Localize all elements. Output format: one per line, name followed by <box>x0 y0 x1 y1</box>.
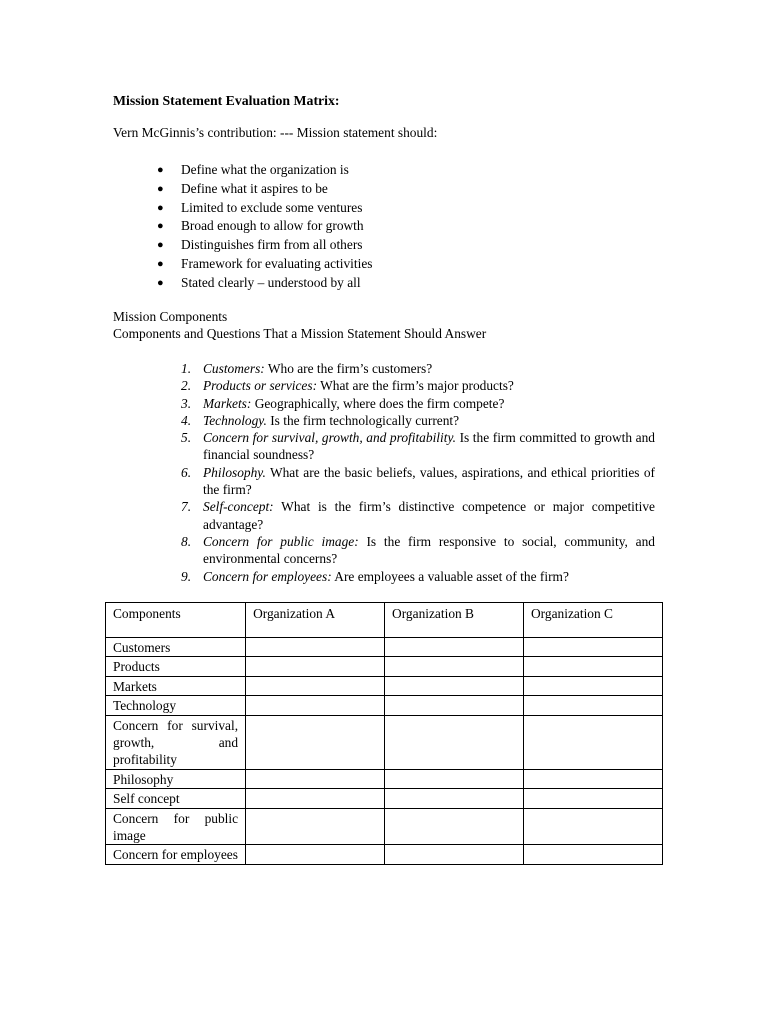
table-cell[interactable] <box>385 657 524 676</box>
table-cell[interactable] <box>524 808 663 845</box>
table-row <box>106 769 663 788</box>
table-cell[interactable] <box>246 715 385 769</box>
table-cell[interactable] <box>246 696 385 715</box>
bullet-icon: ● <box>157 257 164 270</box>
table-cell[interactable] <box>524 696 663 715</box>
row-label: Markets <box>106 676 246 695</box>
table-cell[interactable] <box>246 769 385 788</box>
table-cell[interactable] <box>524 676 663 695</box>
table-cell[interactable] <box>524 845 663 864</box>
table-cell[interactable] <box>385 638 524 657</box>
list-item: ● Stated clearly – understood by all <box>157 274 637 293</box>
list-item: ● Broad enough to allow for growth <box>157 217 637 236</box>
table-cell[interactable] <box>385 696 524 715</box>
questions-list <box>181 360 655 585</box>
row-label: Products <box>106 657 246 676</box>
row-label: Technology <box>106 696 246 715</box>
table-cell[interactable] <box>385 676 524 695</box>
table-cell[interactable] <box>524 638 663 657</box>
table-cell[interactable] <box>246 676 385 695</box>
requirements-list <box>157 161 637 293</box>
evaluation-matrix-table <box>105 602 663 865</box>
table-row <box>106 696 663 715</box>
bullet-icon: ● <box>157 164 164 176</box>
question-item: 4. Technology. Is the firm technologically current? <box>181 412 460 428</box>
table-cell[interactable] <box>246 808 385 845</box>
table-cell[interactable] <box>385 789 524 808</box>
list-item: ● Define what the organization is <box>157 161 637 180</box>
table-cell[interactable] <box>246 657 385 676</box>
question-item: 9. Concern for employees: Are employees a valuable asset of the firm? <box>181 568 569 584</box>
column-header: Components <box>106 603 246 638</box>
bullet-icon: ● <box>157 220 164 233</box>
column-header: Organization A <box>246 603 385 638</box>
table-cell[interactable] <box>385 808 524 845</box>
question-item: 6. Philosophy. What are the basic beliefs, values, aspirations, and ethical priorities of the firm? <box>181 464 655 498</box>
list-item: ● Distinguishes firm from all others <box>157 236 637 255</box>
table-cell[interactable] <box>385 715 524 769</box>
table-cell[interactable] <box>524 715 663 769</box>
table-cell[interactable] <box>246 789 385 808</box>
column-header: Organization B <box>385 603 524 638</box>
list-item: ● Framework for evaluating activities <box>157 255 637 274</box>
table-row <box>106 657 663 676</box>
table-cell[interactable] <box>246 845 385 864</box>
table-cell[interactable] <box>385 769 524 788</box>
row-label: Concern for employees <box>106 845 246 864</box>
table-cell[interactable] <box>524 769 663 788</box>
intro-line: Vern McGinnis’s contribution: --- Mission statement should: <box>113 125 438 140</box>
table-row <box>106 638 663 657</box>
section-subheading: Components and Questions That a Mission Statement Should Answer <box>113 326 487 341</box>
column-header: Organization C <box>524 603 663 638</box>
row-label: Self concept <box>106 789 246 808</box>
question-item: 1. Customers: Who are the firm’s customers? <box>181 361 433 376</box>
table-cell[interactable] <box>385 845 524 864</box>
table-cell[interactable] <box>524 789 663 808</box>
table-row <box>106 676 663 695</box>
table-row <box>106 715 663 769</box>
row-label: Concern for survival, growth, and profitability <box>106 715 246 769</box>
bullet-icon: ● <box>157 182 164 195</box>
list-item: ● Define what it aspires to be <box>157 180 637 199</box>
table-header-row <box>106 603 663 638</box>
row-label: Philosophy <box>106 769 246 788</box>
bullet-icon: ● <box>157 239 164 252</box>
row-label: Concern for public image <box>106 808 246 845</box>
section-heading: Mission Components <box>113 309 228 324</box>
table-row <box>106 845 663 864</box>
bullet-icon: ● <box>157 201 164 214</box>
table-row <box>106 808 663 845</box>
question-item: 8. Concern for public image: Is the firm responsive to social, community, and environmental concerns? <box>181 533 655 567</box>
list-item: ● Limited to exclude some ventures <box>157 199 637 218</box>
document-title: Mission Statement Evaluation Matrix: <box>113 93 340 108</box>
question-item: 3. Markets: Geographically, where does the firm compete? <box>181 395 505 411</box>
table-row <box>106 789 663 808</box>
question-item: 2. Products or services: What are the firm’s major products? <box>181 378 514 394</box>
question-item: 7. Self-concept: What is the firm’s distinctive competence or major competitive advantage? <box>181 499 655 532</box>
question-item: 5. Concern for survival, growth, and profitability. Is the firm committed to growth and financial soundness? <box>181 430 655 463</box>
table-cell[interactable] <box>524 657 663 676</box>
row-label: Customers <box>106 638 246 657</box>
table-cell[interactable] <box>246 638 385 657</box>
bullet-icon: ● <box>157 276 164 289</box>
